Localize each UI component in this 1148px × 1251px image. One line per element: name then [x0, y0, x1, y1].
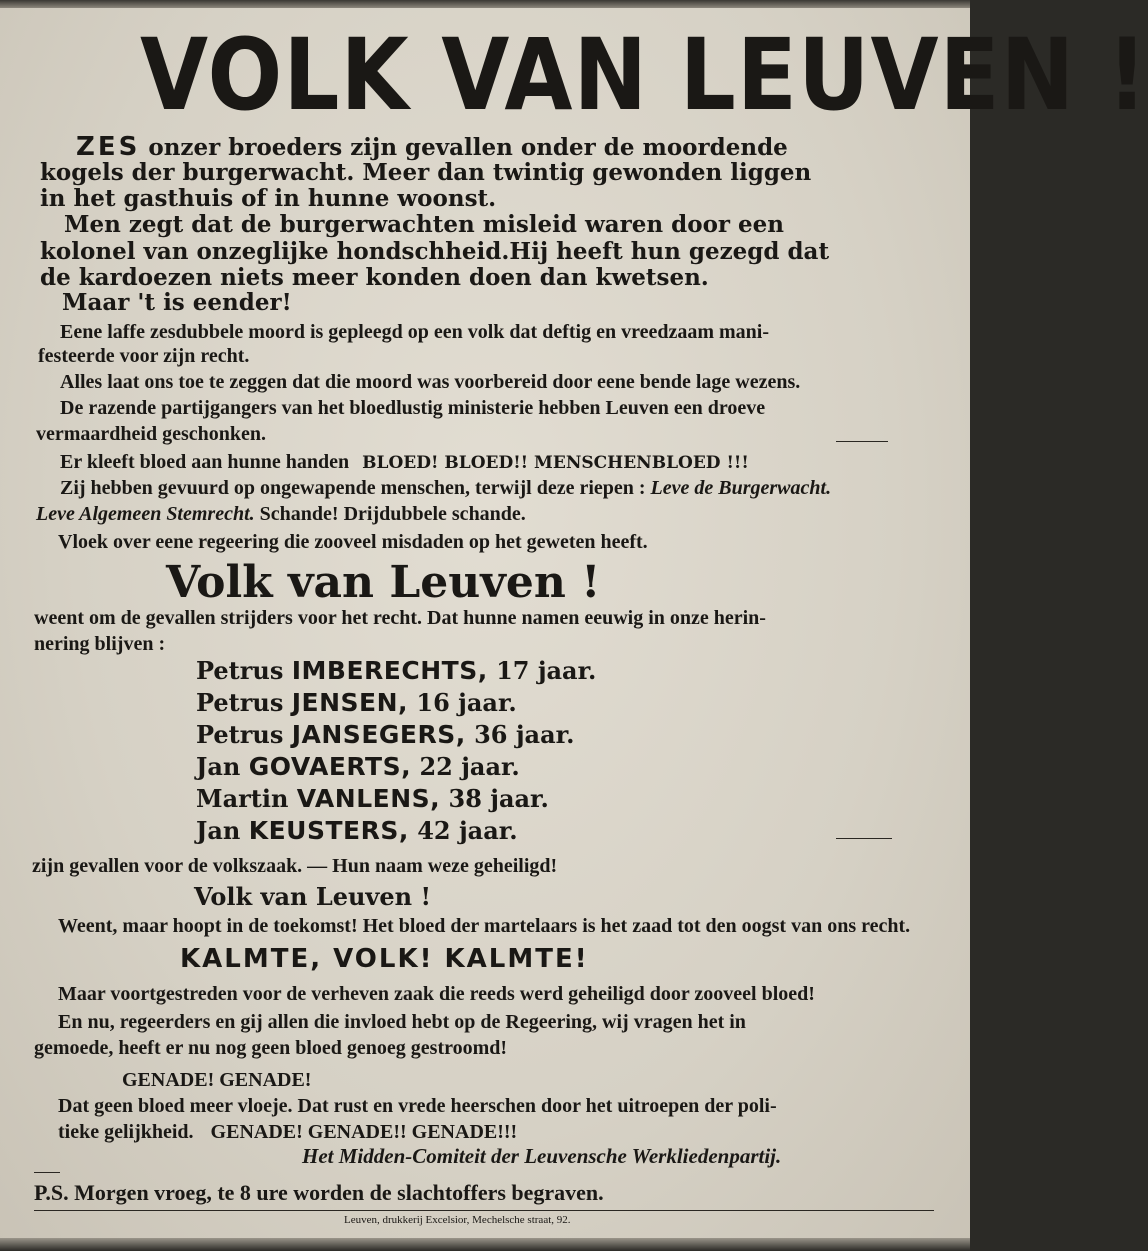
- closing-line-5: Dat geen bloed meer vloeje. Dat rust en vrede heerschen door het uitroepen der poli-: [58, 1095, 777, 1117]
- intro-line-1: [76, 134, 788, 161]
- body-line-6-text: Er kleeft bloed aan hunne handen: [60, 451, 350, 473]
- divider-rule-2: [836, 838, 892, 839]
- hope-line: Weent, maar hoopt in de toekomst! Het bloed der martelaars is het zaad tot den oogst van ons recht.: [58, 915, 911, 937]
- body-line-9: Vloek over eene regeering die zooveel misdaden op het geweten heeft.: [58, 531, 648, 553]
- poster-title: VOLK VAN LEUVEN !: [140, 17, 1148, 133]
- bottom-rule: [34, 1210, 934, 1211]
- closing-line-6-caps: GENADE! GENADE!! GENADE!!!: [210, 1121, 518, 1143]
- victim-1-first: Petrus: [196, 656, 284, 685]
- body-line-6: [60, 450, 749, 475]
- photo-top-edge: [0, 0, 970, 8]
- closing-line-6-text: tieke gelijkheid.: [58, 1121, 194, 1143]
- heading-volk-van-leuven: Volk van Leuven !: [166, 557, 601, 608]
- closing-line-6: [58, 1120, 517, 1144]
- signature: Het Midden-Comiteit der Leuvensche Werkliedenpartij.: [302, 1144, 782, 1168]
- fallen-line: zijn gevallen voor de volkszaak. — Hun naam weze geheiligd!: [32, 855, 558, 877]
- victim-5-age: 38 jaar.: [448, 784, 549, 813]
- body-line-7: [60, 476, 831, 500]
- weent-line-1: weent om de gevallen strijders voor het recht. Dat hunne namen eeuwig in onze herin-: [34, 607, 766, 629]
- intro-line-3: in het gasthuis of in hunne woonst.: [40, 185, 497, 212]
- victim-5-last: VANLENS,: [296, 784, 441, 813]
- victim-4-first: Jan: [196, 752, 241, 781]
- intro-line-7: Maar 't is eender!: [62, 289, 292, 316]
- kalmte-heading: KALMTE, VOLK! KALMTE!: [180, 944, 589, 974]
- body-line-3: Alles laat ons toe te zeggen dat die moord was voorbereid door eene bende lage wezens.: [60, 371, 801, 393]
- ps-dash: [34, 1172, 60, 1173]
- body-line-7-text: Zij hebben gevuurd op ongewapende menschen, terwijl deze riepen :: [60, 477, 646, 499]
- body-line-7-italic: Leve de Burgerwacht.: [650, 477, 832, 499]
- victim-3-age: 36 jaar.: [474, 720, 575, 749]
- intro-zes: ZES: [76, 132, 141, 162]
- victim-6: [196, 816, 518, 846]
- intro-line-4: Men zegt dat de burgerwachten misleid waren door een: [64, 211, 785, 238]
- victim-2-last: JENSEN,: [291, 688, 409, 717]
- divider-rule: [836, 441, 888, 442]
- intro-line-5: kolonel van onzeglijke hondschheid.Hij heeft hun gezegd dat: [40, 238, 830, 265]
- closing-line-2: En nu, regeerders en gij allen die invloed hebt op de Regeering, wij vragen het in: [58, 1011, 746, 1033]
- body-line-5: vermaardheid geschonken.: [36, 423, 266, 445]
- body-line-8-text: Schande! Drijdubbele schande.: [259, 503, 526, 525]
- closing-line-1: Maar voortgestreden voor de verheven zaak die reeds werd geheiligd door zooveel bloed!: [58, 983, 815, 1005]
- body-line-6-caps: BLOED! BLOED!! MENSCHENBLOED !!!: [362, 453, 749, 473]
- victim-5-first: Martin: [196, 784, 289, 813]
- victim-1-last: IMBERECHTS,: [291, 656, 488, 685]
- victim-5: [196, 784, 549, 814]
- victim-3-first: Petrus: [196, 720, 284, 749]
- victim-6-age: 42 jaar.: [417, 816, 518, 845]
- photo-bottom-edge: [0, 1238, 970, 1251]
- closing-line-4: GENADE! GENADE!: [122, 1069, 312, 1091]
- heading-volk-van-leuven-2: Volk van Leuven !: [194, 882, 431, 911]
- closing-line-3: gemoede, heeft er nu nog geen bloed genoeg gestroomd!: [34, 1037, 508, 1059]
- body-line-8: [36, 502, 526, 526]
- victim-2: [196, 688, 517, 718]
- victim-2-first: Petrus: [196, 688, 284, 717]
- victim-6-first: Jan: [196, 816, 241, 845]
- intro-line-6: de kardoezen niets meer konden doen dan kwetsen.: [40, 264, 709, 291]
- printer-line: Leuven, drukkerij Excelsior, Mechelsche straat, 92.: [344, 1214, 571, 1226]
- intro-line-2: kogels der burgerwacht. Meer dan twintig gewonden liggen: [40, 159, 812, 186]
- weent-line-2: nering blijven :: [34, 633, 166, 655]
- body-line-4: De razende partijgangers van het bloedlustig ministerie hebben Leuven een droeve: [60, 397, 766, 419]
- intro-line-1-text: onzer broeders zijn gevallen onder de moordende: [148, 134, 788, 161]
- body-line-8-italic: Leve Algemeen Stemrecht.: [36, 503, 255, 525]
- postscript: P.S. Morgen vroeg, te 8 ure worden de slachtoffers begraven.: [34, 1180, 604, 1205]
- victim-4: [196, 752, 520, 782]
- victim-4-age: 22 jaar.: [419, 752, 520, 781]
- victim-6-last: KEUSTERS,: [248, 816, 409, 845]
- victim-2-age: 16 jaar.: [416, 688, 517, 717]
- body-line-2: festeerde voor zijn recht.: [38, 345, 250, 367]
- victim-3-last: JANSEGERS,: [291, 720, 466, 749]
- victim-4-last: GOVAERTS,: [248, 752, 412, 781]
- body-line-1: Eene laffe zesdubbele moord is gepleegd op een volk dat deftig en vreedzaam mani-: [60, 321, 770, 343]
- victim-1-age: 17 jaar.: [496, 656, 597, 685]
- victim-1: [196, 656, 596, 686]
- victim-3: [196, 720, 574, 750]
